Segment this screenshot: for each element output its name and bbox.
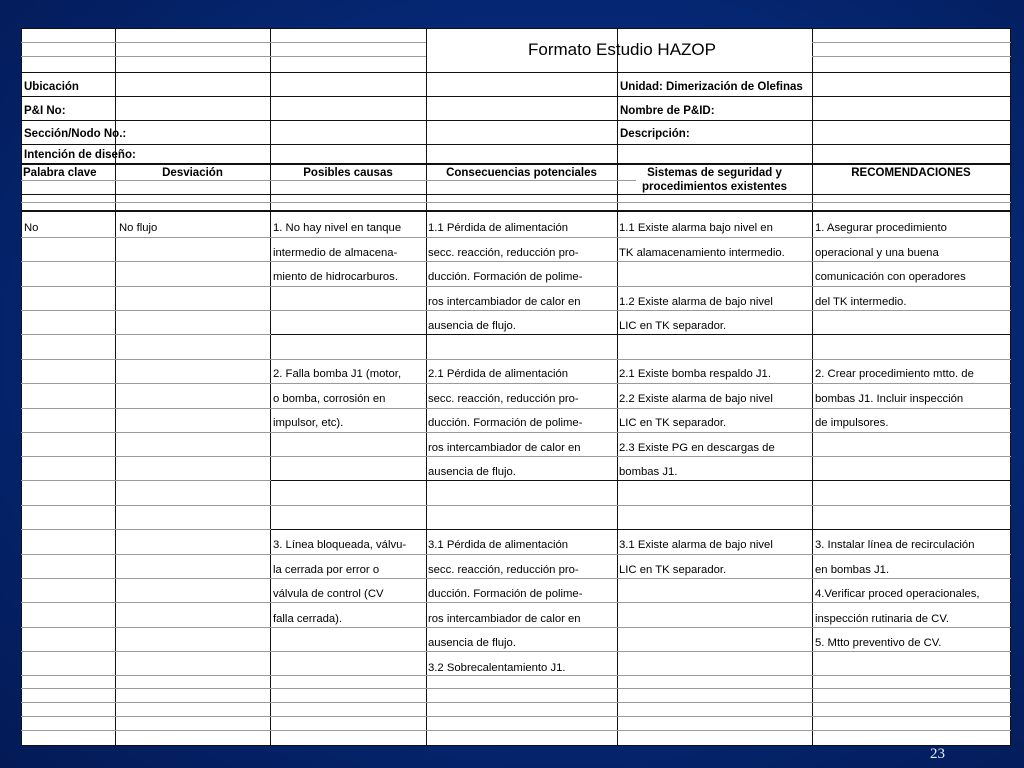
grid-line [21,529,271,530]
cell-line: ducción. Formación de polime- [428,588,583,600]
grid-line [21,730,1011,731]
cell-line: 2.1 Existe bomba respaldo J1. [619,368,771,380]
header-posibles-causas: Posibles causas [303,167,393,179]
header-palabra-clave: Palabra clave [23,167,97,179]
desviacion-value: No flujo [119,222,158,234]
pi-no-label: P&I No: [24,105,66,117]
descripcion-label: Descripción: [620,128,690,140]
cell-line: ros intercambiador de calor en [428,441,581,454]
cell-line: bombas J1. Incluir inspección [815,392,964,405]
row-line [21,72,1011,73]
header-line-bottom [21,194,1011,195]
cell-line: LIC en TK separador. [619,320,727,332]
cell-line: LIC en TK separador. [619,417,727,429]
hazop-sheet [21,28,1011,746]
header-recomendaciones: RECOMENDACIONES [851,167,971,179]
grid-line [21,716,1011,717]
cell-line: 1. Asegurar procedimiento [815,222,947,234]
col-border-left [21,28,22,746]
cell-line: impulsor, etc). [273,417,344,429]
grid-line [812,42,1011,43]
cell-line: 2.1 Pérdida de alimentación [428,368,569,380]
grid-line [21,202,1011,203]
cell-line: 1.1 Existe alarma bajo nivel en [619,222,773,234]
header-sistemas-line2: procedimientos existentes [641,181,788,193]
seccion-nodo-label: Sección/Nodo No.: [24,128,127,140]
cell-line: 3. Instalar línea de recirculación [815,539,975,551]
cell-line: ausencia de flujo. [428,466,516,478]
cell-line: ausencia de flujo. [428,637,516,649]
cell-line: de impulsores. [815,417,889,429]
cause-2-consequences [428,362,582,485]
row-line-bottom [21,745,1011,746]
cell-line: 4.Verificar proced operacionales, [815,588,980,600]
cause-3-text [273,533,406,631]
cell-line: bombas J1. [619,466,678,478]
nombre-pid-label: Nombre de P&ID: [620,105,715,117]
cell-line: del TK intermedio. [815,295,907,308]
cell-line: secc. reacción, reducción pro- [428,392,579,405]
header-sistemas-line1: Sistemas de seguridad y [647,167,782,179]
header-line-top [21,163,1011,165]
cell-line: 3.2 Sobrecalentamiento J1. [428,661,566,674]
grid-line [21,688,1011,689]
cell-line: 1.1 Pérdida de alimentación [428,222,569,234]
page-title: Formato Estudio HAZOP [527,40,716,59]
cell-line: 3.1 Pérdida de alimentación [428,539,569,551]
cell-line: TK alamacenamiento intermedio. [619,246,785,259]
cell-line: 3. Línea bloqueada, válvu- [273,539,407,551]
col-border-right [1010,28,1011,746]
row-line [21,96,1011,97]
cell-line: ros intercambiador de calor en [428,612,581,625]
cause-2-safety-systems [619,362,775,485]
cell-line: 2. Crear procedimiento mtto. de [815,368,974,380]
row-line [21,144,1011,145]
intencion-diseno-label: Intención de diseño: [24,149,136,161]
cause-3-consequences [428,533,582,680]
cause-1-text [273,216,401,290]
cause-1-consequences [428,216,582,339]
cell-line: comunicación con operadores [815,271,966,283]
cell-line: 2.3 Existe PG en descargas de [619,441,775,454]
grid-line [21,480,271,481]
col-divider-3 [426,28,427,746]
cell-line: 2. Falla bomba J1 (motor, [273,368,402,380]
slide-page-number: 23 [930,746,945,762]
cell-line: válvula de control (CV [273,588,384,600]
cause-2-text [273,362,401,436]
cause-1-recommendations [815,216,966,314]
unidad-label: Unidad: Dimerización de Olefinas [620,81,803,93]
col-divider-2 [270,28,271,746]
cell-line: secc. reacción, reducción pro- [428,563,579,576]
grid-line [21,56,426,57]
cell-line: 3.1 Existe alarma de bajo nivel [619,539,773,551]
cause-1-safety-systems [619,216,785,339]
header-consecuencias: Consecuencias potenciales [446,167,597,179]
cell-line: en bombas J1. [815,563,890,576]
grid-line [21,42,426,43]
cell-line [619,265,785,290]
ubicacion-label: Ubicación [24,81,79,93]
cell-line: inspección rutinaria de CV. [815,612,949,625]
cell-line: ducción. Formación de polime- [428,417,583,429]
cell-line: o bomba, corrosión en [273,392,386,405]
cause-3-safety-systems [619,533,773,582]
row-line-top [21,28,1011,29]
col-divider-4 [617,28,618,746]
cell-line: falla cerrada). [273,612,343,625]
cause-3-recommendations [815,533,980,656]
cell-line: 2.2 Existe alarma de bajo nivel [619,392,773,405]
cell-line: ducción. Formación de polime- [428,271,583,283]
cell-line: intermedio de almacena- [273,246,398,259]
cell-line: 1. No hay nivel en tanque [273,222,402,234]
header-sistemas-seguridad [617,166,812,194]
grid-line [21,180,636,181]
cell-line: 1.2 Existe alarma de bajo nivel [619,295,773,308]
grid-line [812,56,1011,57]
cell-line: la cerrada por error o [273,563,380,576]
grid-line [21,334,271,335]
row-line [21,120,1011,121]
palabra-clave-value: No [24,222,39,234]
cell-line: ausencia de flujo. [428,320,516,332]
cell-line: secc. reacción, reducción pro- [428,246,579,259]
cell-line: LIC en TK separador. [619,563,727,576]
col-divider-5 [812,28,813,746]
header-desviacion: Desviación [162,167,223,179]
cause-2-recommendations [815,362,974,436]
body-line-top [21,210,1011,212]
grid-line [21,702,1011,703]
cell-line: 5. Mtto preventivo de CV. [815,637,942,649]
grid-line [21,505,1011,506]
row-line [270,529,1011,530]
grid-line [21,359,1011,360]
cell-line: operacional y una buena [815,246,939,259]
cell-line: miento de hidrocarburos. [273,271,398,283]
cell-line: ros intercambiador de calor en [428,295,581,308]
